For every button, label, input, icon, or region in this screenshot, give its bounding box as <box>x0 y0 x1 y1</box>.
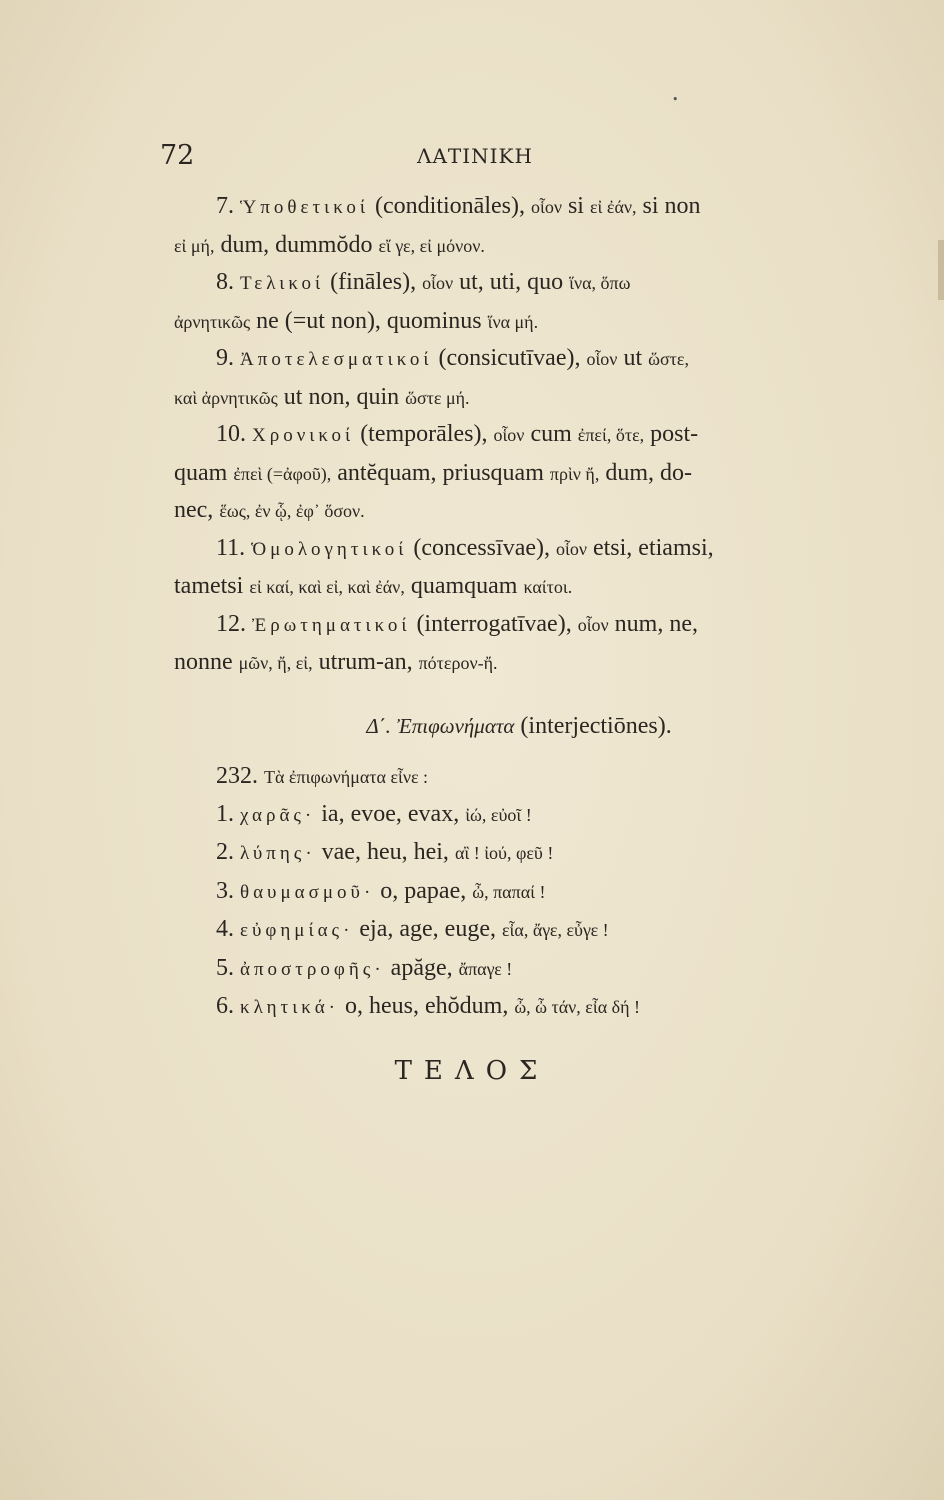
list-item: 1. χαρᾶς· ia, evoe, evax, ἰώ, εὐοῖ ! <box>216 800 532 827</box>
list-item: 2. λύπης· vae, heu, hei, αἲ ! ἰού, φεῦ ! <box>216 839 554 865</box>
text-line: 7. Ὑποθετικοί (conditionāles), οἷον si εἰ ἐάν, si non <box>216 193 701 219</box>
running-title: ΛΑΤΙΝΙΚΗ <box>417 144 533 168</box>
text-line: 11. Ὁμολογητικοί (concessīvae), οἷον etsi, etiamsi, <box>216 534 714 561</box>
text-line: 10. Χρονικοί (temporāles), οἷον cum ἐπεί, ὅτε, post- <box>216 421 699 447</box>
stray-mark: • <box>672 93 679 106</box>
text-line: quam ἐπεὶ (=ἀφοῦ), antĕquam, priusquam πρὶν ἤ, dum, do- <box>174 459 693 486</box>
text-line: 8. Τελικοί (fināles), οἷον ut, uti, quo ἵνα, ὅπω <box>216 269 631 295</box>
text-line: nonne μῶν, ἤ, εἰ, utrum-an, πότερον-ἤ. <box>174 649 498 675</box>
list-item: 5. ἀποστροφῆς· apăge, ἄπαγε ! <box>216 954 513 981</box>
list-item: 4. εὐφημίας· eja, age, euge, εἶα, ἄγε, εὖγε ! <box>216 916 609 942</box>
list-item: 6. κλητικά· o, heus, ehŏdum, ὦ, ὦ τάν, εἶα δή ! <box>216 993 641 1019</box>
section-heading: Δ΄. Ἐπιφωνήματα (interjectiōnes). <box>366 712 672 739</box>
list-item: 3. θαυμασμοῦ· o, papae, ὦ, παπαί ! <box>216 877 546 904</box>
text-line: καὶ ἀρνητικῶς ut non, quin ὥστε μή. <box>174 383 470 410</box>
text-line: εἰ μή, dum, dummŏdo εἴ γε, εἰ μόνον. <box>174 231 485 258</box>
text-line: 12. Ἐρωτηματικοί (interrogatīvae), οἷον num, ne, <box>216 610 698 637</box>
text-line: tametsi εἰ καί, καὶ εἰ, καὶ ἐάν, quamquam καίτοι. <box>174 573 573 599</box>
interjection-list <box>174 796 904 1027</box>
text-line: 9. Ἀποτελεσματικοί (consicutīvae), οἷον ut ὥστε, <box>216 345 689 371</box>
finis-heading: ΤΕΛΟΣ <box>394 1056 550 1086</box>
page-number: 72 <box>160 140 195 171</box>
text-line: nec, ἕως, ἐν ᾧ, ἐφ᾽ ὅσον. <box>174 497 365 523</box>
page-body <box>174 188 904 1027</box>
page-header <box>160 140 790 174</box>
page-edge-stain <box>938 240 944 300</box>
text-line: ἀρνητικῶς ne (=ut non), quominus ἵνα μή. <box>174 307 539 334</box>
paragraph-232: 232. Τὰ ἐπιφωνήματα εἶνε : <box>216 763 429 789</box>
